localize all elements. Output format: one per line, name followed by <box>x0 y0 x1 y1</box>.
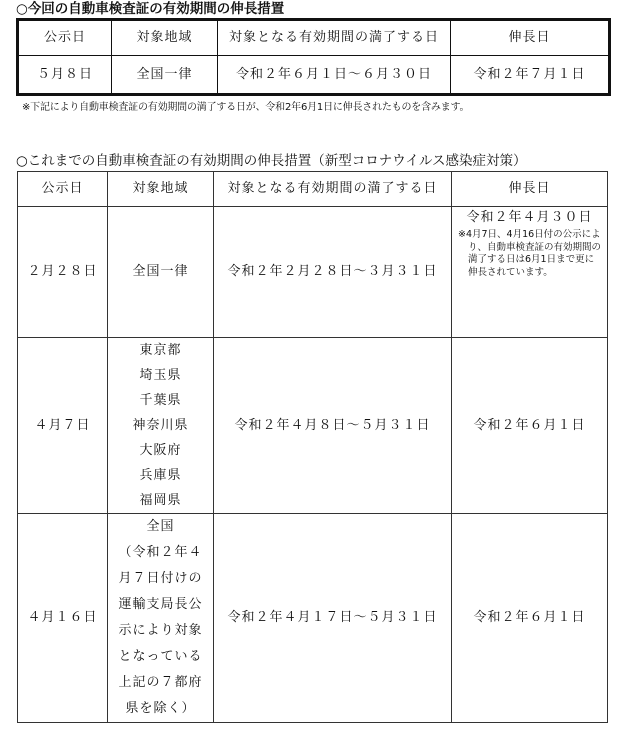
notice-date: ４月１６日 <box>18 514 108 723</box>
header-notice-date: 公示日 <box>18 20 112 56</box>
header-extension-date: 伸長日 <box>452 172 608 207</box>
target-area-list <box>108 338 214 514</box>
header-target-area: 対象地域 <box>108 172 214 207</box>
previous-measures-title: ○これまでの自動車検査証の有効期間の伸長措置（新型コロナウイルス感染症対策） <box>16 153 527 169</box>
extension-date: 令和２年４月３０日 <box>466 210 593 225</box>
notice-date: ４月７日 <box>18 338 108 514</box>
prefecture: 大阪府 <box>139 443 182 458</box>
table-row <box>18 338 608 514</box>
prefecture: 埼玉県 <box>139 368 182 383</box>
prefecture: 神奈川県 <box>132 418 189 433</box>
prefecture: 福岡県 <box>139 493 182 508</box>
expiry-period: 令和２年４月１７日～５月３１日 <box>214 514 452 723</box>
header-extension-date: 伸長日 <box>451 20 610 56</box>
header-expiry-period: 対象となる有効期間の満了する日 <box>214 172 452 207</box>
extension-date: 令和２年６月１日 <box>452 338 608 514</box>
table-header-row <box>18 172 608 207</box>
expiry-period: 令和２年２月２８日～３月３１日 <box>214 207 452 338</box>
table-row <box>18 207 608 338</box>
expiry-period: 令和２年６月１日～６月３０日 <box>218 56 451 95</box>
current-measure-title: ○今回の自動車検査証の有効期間の伸長措置 <box>16 1 285 17</box>
extension-date: 令和２年６月１日 <box>452 514 608 723</box>
extension-date: 令和２年７月１日 <box>451 56 610 95</box>
extension-cell <box>452 207 608 338</box>
current-measure-table <box>16 18 611 96</box>
notice-date: ５月８日 <box>18 56 112 95</box>
table-row <box>18 56 610 95</box>
prefecture: 兵庫県 <box>139 468 182 483</box>
target-area-cell <box>108 514 214 723</box>
table-row <box>18 514 608 723</box>
extension-note: ※4月7日、4月16日付の公示により、自動車検査証の有効期間の満了する日は6月1日まで更に伸長されています。 <box>458 229 602 278</box>
target-area: 全国一律 <box>108 207 214 338</box>
header-notice-date: 公示日 <box>18 172 108 207</box>
table-header-row <box>18 20 610 56</box>
target-area: 全国 （令和２年４ 月７日付けの 運輸支局長公 示により対象 となっている 上記の７都府 県を除く） <box>118 519 203 716</box>
notice-date: ２月２８日 <box>18 207 108 338</box>
previous-measures-table <box>17 171 608 723</box>
target-area: 全国一律 <box>112 56 218 95</box>
current-measure-note: ※下記により自動車検査証の有効期間の満了する日が、令和2年6月1日に伸長されたものを含みます。 <box>22 102 470 113</box>
header-expiry-period: 対象となる有効期間の満了する日 <box>218 20 451 56</box>
expiry-period: 令和２年４月８日～５月３１日 <box>214 338 452 514</box>
header-target-area: 対象地域 <box>112 20 218 56</box>
prefecture: 千葉県 <box>139 393 182 408</box>
prefecture: 東京都 <box>139 343 182 358</box>
